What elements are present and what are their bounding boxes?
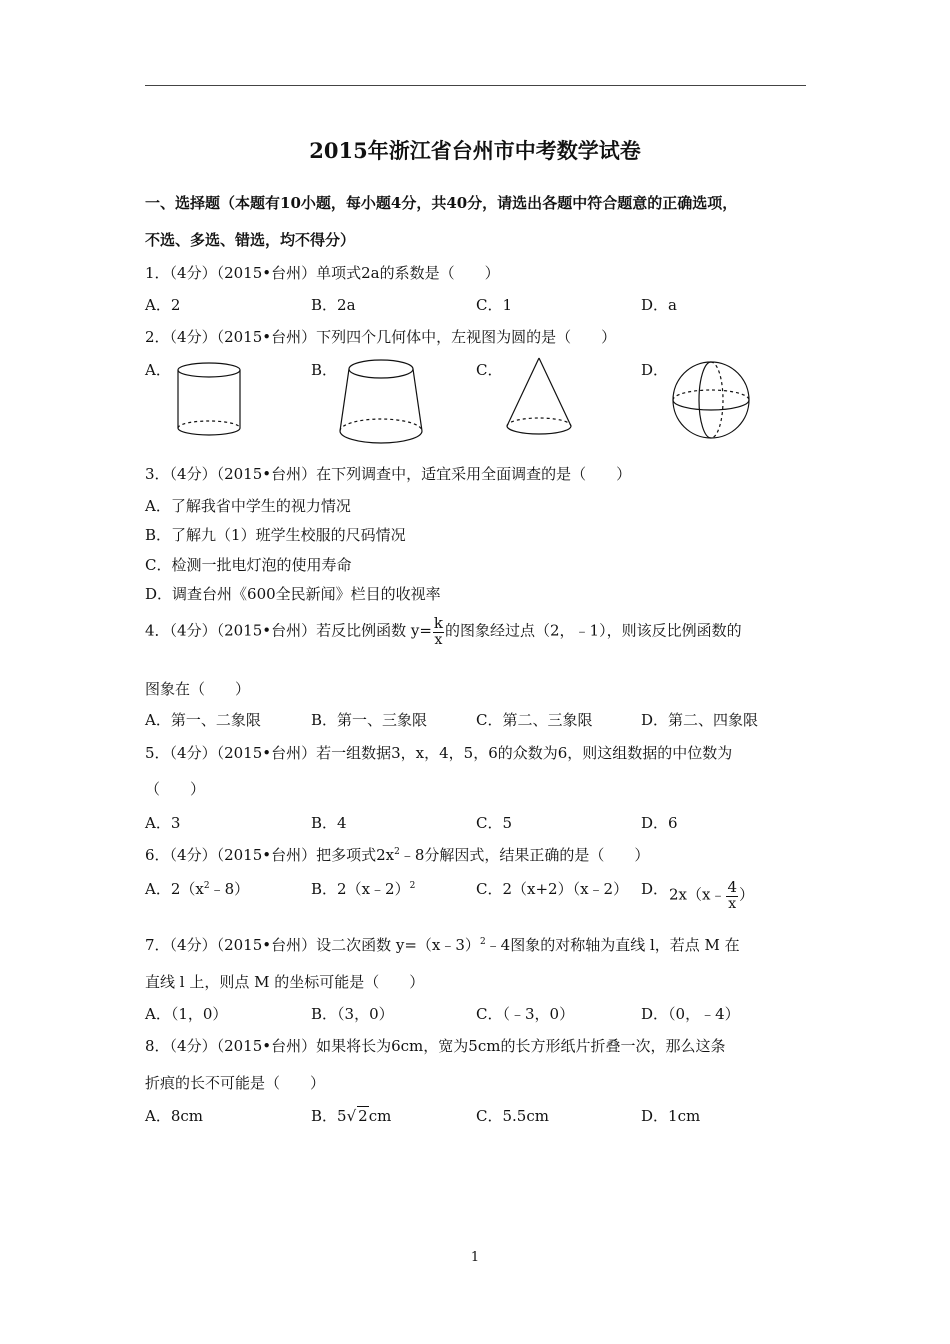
q6-option-c: C．2（x+2）（x﹣2） [476,880,629,898]
q4-stem-text: 4．（4分）（2015•台州）若反比例函数 y= [145,621,432,640]
q4-stem-line2: 图象在（ ） [145,680,251,698]
q3-option-a: A．了解我省中学生的视力情况 [145,497,351,515]
q3-option-d: D．调查台州《600全民新闻》栏目的收视率 [145,585,441,603]
q6-option-b-exponent: 2 [409,881,416,891]
q6-option-a-text-end: ﹣8） [209,880,250,898]
q8-option-c: C．5.5cm [476,1107,549,1125]
page-number: 1 [470,1250,480,1265]
q5-option-a: A．3 [145,814,181,832]
q4-stem [145,616,742,647]
header-rule [145,85,806,86]
q6-option-b-text: B．2（x﹣2） [311,880,410,898]
q6-option-d-numerator: 4 [727,878,738,896]
q8-option-d: D．1cm [641,1107,701,1125]
q8-option-a: A．8cm [145,1107,204,1125]
sphere-figure [668,357,754,443]
q1-option-c: C．1 [476,296,513,314]
q6-stem-text-end: ﹣8分解因式，结果正确的是（ ） [399,846,650,864]
section-heading-line2: 不选、多选、错选，均不得分） [145,231,356,249]
frustum-figure [336,356,428,448]
q4-fraction [433,616,444,647]
q6-option-a-exponent: 2 [203,881,210,891]
q1-stem: 1．（4分）（2015•台州）单项式2a的系数是（ ） [145,264,500,282]
q4-option-a: A．第一、二象限 [145,711,261,729]
q6-option-d-text-end: ） [739,885,755,904]
q5-option-b: B．4 [311,814,347,832]
q4-denominator: x [434,631,443,648]
q5-option-d: D．6 [641,814,678,832]
q6-option-d [669,880,754,911]
q4-option-d: D．第二、四象限 [641,711,759,729]
q4-option-c: C．第二、三象限 [476,711,593,729]
q8-option-b-text: B．5 [311,1107,347,1125]
q7-stem-line2: 直线 l 上，则点 M 的坐标可能是（ ） [145,973,425,991]
q4-stem-text-end: 的图象经过点（2，﹣1），则该反比例函数的 [445,621,742,640]
q3-option-c: C．检测一批电灯泡的使用寿命 [145,556,352,574]
q2-option-b: B． [311,361,338,379]
q8-option-b-radicand: 2 [358,1107,368,1125]
cylinder-figure [174,360,246,442]
q7-option-d: D．（0，﹣4） [641,1005,740,1023]
page-title: 2015年浙江省台州市中考数学试卷 [309,138,641,163]
q4-numerator: k [433,614,444,632]
q6-exponent: 2 [394,847,400,857]
cone-figure [502,354,576,442]
q4-option-b: B．第一、三象限 [311,711,428,729]
q1-option-b: B．2a [311,296,356,314]
q6-option-d-fraction [726,880,738,911]
q6-option-d-label: D． [641,880,669,898]
q1-option-a: A．2 [145,296,181,314]
q5-stem: 5．（4分）（2015•台州）若一组数据3，x，4，5，6的众数为6，则这组数据的中位数为 [145,744,733,762]
q7-exponent: 2 [479,937,486,947]
q6-option-d-text: 2x（x﹣ [669,885,726,904]
q8-stem: 8．（4分）（2015•台州）如果将长为6cm，宽为5cm的长方形纸片折叠一次，那么这条 [145,1037,726,1055]
q6-option-b [311,878,415,899]
q7-option-b: B．（3，0） [311,1005,394,1023]
q5-stem-line2: （ ） [145,780,206,798]
section-heading-line1: 一、选择题（本题有10小题，每小题4分，共40分，请选出各题中符合题意的正确选项， [145,194,738,212]
q6-stem-text: 6．（4分）（2015•台州）把多项式2x [145,846,395,864]
q8-stem-line2: 折痕的长不可能是（ ） [145,1074,326,1092]
q7-stem [145,934,740,955]
q7-stem-text-end: ﹣4图象的对称轴为直线 l，若点 M 在 [485,936,740,954]
q3-stem: 3．（4分）（2015•台州）在下列调查中，适宜采用全面调查的是（ ） [145,465,632,483]
q8-option-b-unit: cm [368,1107,392,1125]
q7-stem-text: 7．（4分）（2015•台州）设二次函数 y=（x﹣3） [145,936,480,954]
q2-option-a: A． [145,361,171,379]
q8-option-b [311,1105,391,1126]
q6-option-d-denominator: x [728,895,737,912]
q6-option-a [145,878,249,899]
q2-option-d: D． [641,361,669,379]
q2-option-c: C． [476,361,503,379]
q7-option-a: A．（1，0） [145,1005,228,1023]
q1-option-d: D．a [641,296,677,314]
q6-stem [145,844,649,865]
q7-option-c: C．（﹣3，0） [476,1005,575,1023]
q6-option-a-text: A．2（x [145,880,204,898]
q2-stem: 2．（4分）（2015•台州）下列四个几何体中，左视图为圆的是（ ） [145,328,617,346]
sqrt-icon: √ [346,1107,357,1125]
q5-option-c: C．5 [476,814,513,832]
q3-option-b: B．了解九（1）班学生校服的尺码情况 [145,526,406,544]
